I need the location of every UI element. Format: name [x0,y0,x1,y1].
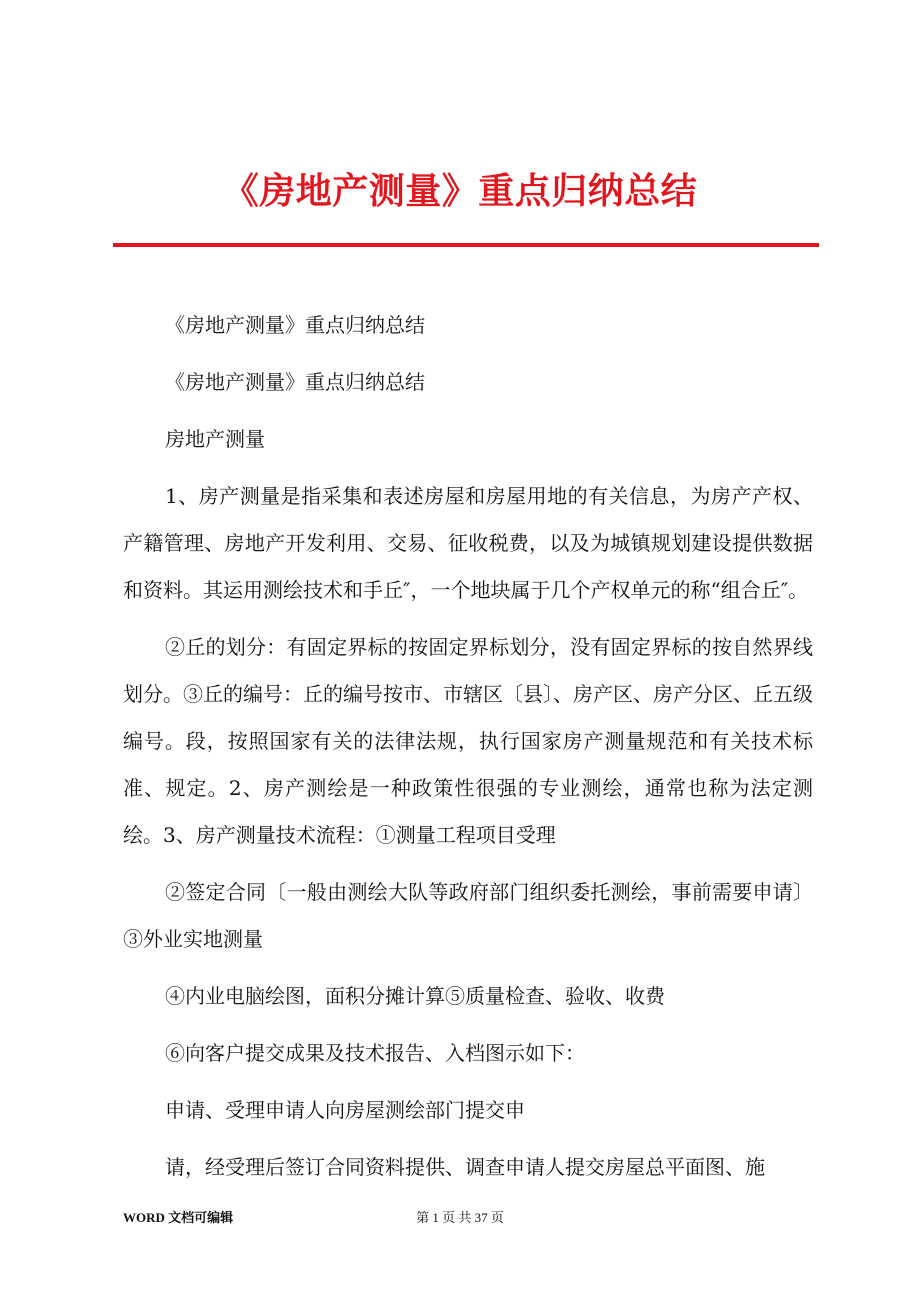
paragraph: 申请、受理申请人向房屋测绘部门提交申 [165,1098,525,1122]
paragraph: ②签定合同〔一般由测绘大队等政府部门组织委托测绘，事前需要申请〕③外业实地测量 [123,880,813,951]
paragraph: 《房地产测量》重点归纳总结 [165,313,425,337]
paragraph: 1、房产测量是指采集和表述房屋和房屋用地的有关信息，为房产产权、产籍管理、房地产开发利用、交易、征收税费，以及为城镇规划建设提供数据和资料。其运用测绘技术和手丘″，一个地块属于几个产权单元的称“组合丘″。 [123,484,813,602]
paragraph: 请，经受理后签订合同资料提供、调查申请人提交房屋总平面图、施 [165,1155,765,1179]
document-title: 《房地产测量》重点归纳总结 [222,170,698,212]
document-body [123,302,813,1191]
footer-page-number: 第 1 页 共 37 页 [416,1210,504,1225]
footer-editable-note: WORD 文档可编辑 [123,1210,234,1225]
paragraph: 《房地产测量》重点归纳总结 [165,370,425,394]
paragraph: ②丘的划分：有固定界标的按固定界标划分，没有固定界标的按自然界线划分。③丘的编号：丘的编号按市、市辖区〔县〕、房产区、房产分区、丘五级编号。段，按照国家有关的法律法规，执行国家房产测量规范和有关技术标准、规定。2、房产测绘是一种政策性很强的专业测绘，通常也称为法定测绘。3、房产测量技术流程：①测量工程项目受理 [123,635,813,847]
paragraph: ⑥向客户提交成果及技术报告、入档图示如下： [165,1041,585,1065]
title-divider [113,243,819,247]
paragraph: ④内业电脑绘图，面积分摊计算⑤质量检查、验收、收费 [165,984,665,1008]
paragraph: 房地产测量 [165,427,265,451]
